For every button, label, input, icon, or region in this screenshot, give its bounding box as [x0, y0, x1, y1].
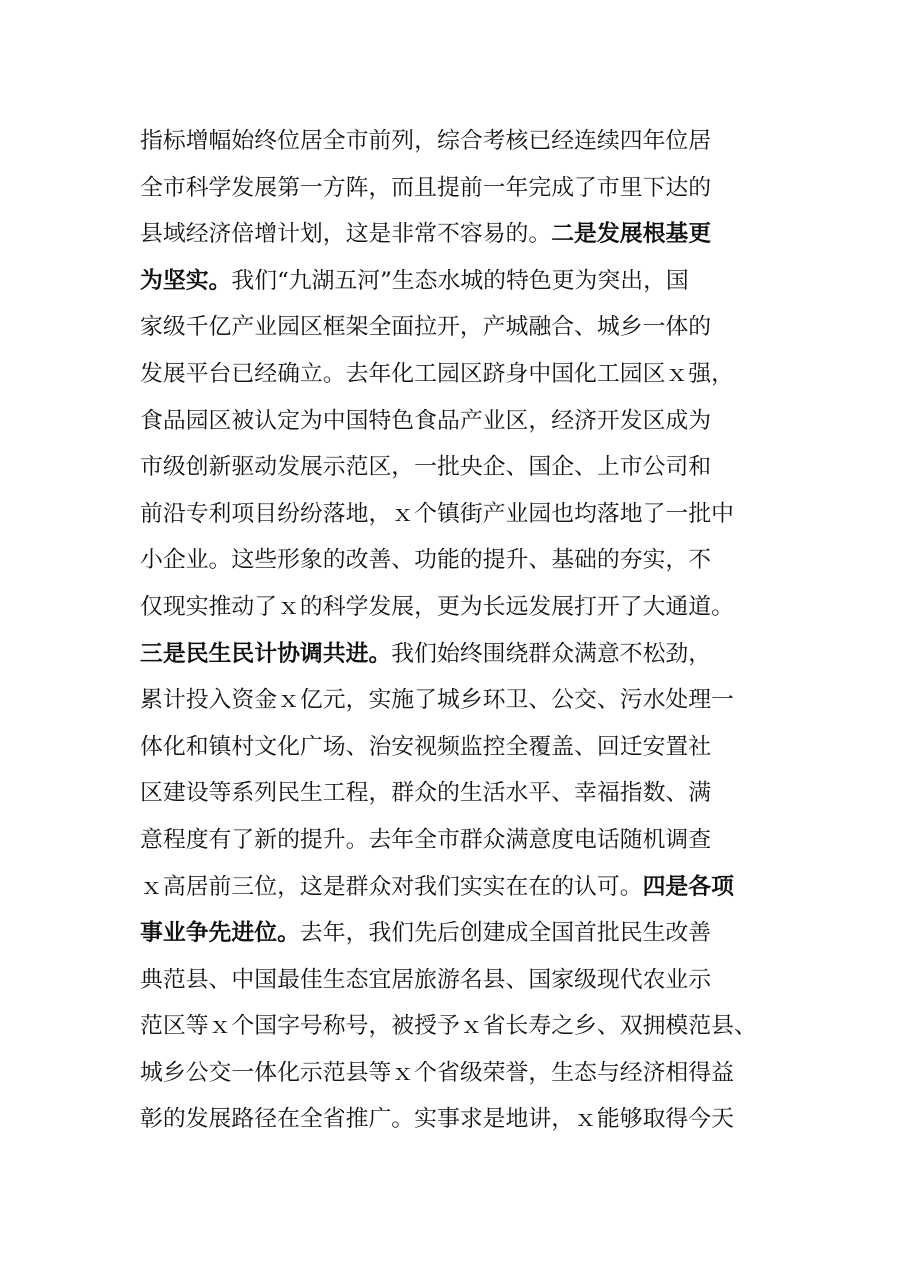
text-line [140, 304, 780, 351]
text-line [140, 211, 780, 258]
text-line [140, 1096, 780, 1143]
body-text: 我们“九湖五河”生态水城的特色更为突出，国 [231, 267, 689, 294]
bold-heading-text: 四是各项 [642, 873, 734, 900]
text-line [140, 398, 780, 445]
text-line [140, 165, 780, 212]
text-line [140, 677, 780, 724]
text-line [140, 1003, 780, 1050]
body-text: 发展平台已经确立。去年化工园区跻身中国化工园区ｘ强， [140, 360, 734, 387]
body-text: 累计投入资金ｘ亿元，实施了城乡环卫、公交、污水处理一 [140, 687, 734, 714]
body-text: 彰的发展路径在全省推广。实事求是地讲，ｘ能够取得今天 [140, 1106, 734, 1133]
body-text: 意程度有了新的提升。去年全市群众满意度电话随机调查 [140, 826, 712, 853]
text-line [140, 118, 780, 165]
text-line [140, 631, 780, 678]
text-line [140, 817, 780, 864]
body-text: 食品园区被认定为中国特色食品产业区，经济开发区成为 [140, 407, 712, 434]
text-line [140, 491, 780, 538]
text-line [140, 351, 780, 398]
text-line [140, 864, 780, 911]
body-text: ｘ高居前三位，这是群众对我们实实在在的认可。 [140, 873, 643, 900]
text-line [140, 1050, 780, 1097]
body-text: 仅现实推动了ｘ的科学发展，更为长远发展打开了大通道。 [140, 593, 734, 620]
text-line [140, 584, 780, 631]
text-line [140, 258, 780, 305]
body-text: 全市科学发展第一方阵，而且提前一年完成了市里下达的 [140, 174, 712, 201]
text-line [140, 957, 780, 1004]
bold-heading-text: 为坚实。 [140, 267, 232, 294]
bold-heading-text: 事业争先进位。 [140, 920, 300, 947]
text-line [140, 537, 780, 584]
body-text: 指标增幅始终位居全市前列，综合考核已经连续四年位居 [140, 128, 712, 154]
text-line [140, 724, 780, 771]
body-text: 家级千亿产业园区框架全面拉开，产城融合、城乡一体的 [140, 314, 712, 341]
body-text: 体化和镇村文化广场、治安视频监控全覆盖、回迁安置社 [140, 733, 712, 760]
text-line [140, 910, 780, 957]
body-text: 市级创新驱动发展示范区，一批央企、国企、上市公司和 [140, 454, 712, 481]
text-line [140, 444, 780, 491]
bold-heading-text: 二是发展根基更 [551, 221, 712, 248]
text-line [140, 770, 780, 817]
body-text: 县域经济倍增计划，这是非常不容易的。 [140, 221, 552, 248]
body-text: 我们始终围绕群众满意不松劲， [391, 640, 712, 667]
body-text: 去年，我们先后创建成全国首批民生改善 [299, 920, 712, 947]
body-text: 小企业。这些形象的改善、功能的提升、基础的夯实，不 [140, 547, 712, 574]
body-text: 区建设等系列民生工程，群众的生活水平、幸福指数、满 [140, 780, 712, 807]
body-text: 城乡公交一体化示范县等ｘ个省级荣誉，生态与经济相得益 [140, 1059, 734, 1086]
body-text: 典范县、中国最佳生态宜居旅游名县、国家级现代农业示 [140, 966, 712, 993]
body-text: 前沿专利项目纷纷落地，ｘ个镇街产业园也均落地了一批中 [140, 500, 734, 527]
bold-heading-text: 三是民生民计协调共进。 [140, 640, 392, 667]
body-text: 范区等ｘ个国字号称号，被授予ｘ省长寿之乡、双拥模范县、 [140, 1013, 757, 1040]
body-paragraph [140, 118, 780, 1143]
